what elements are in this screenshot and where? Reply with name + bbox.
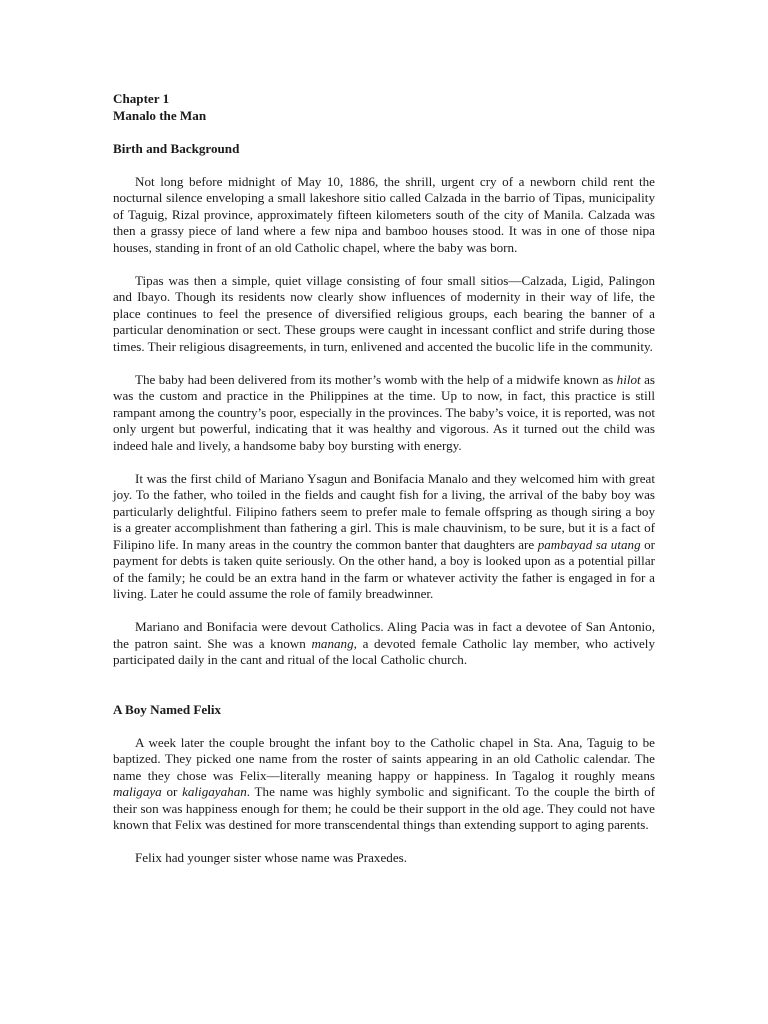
- spacer: [113, 603, 655, 620]
- paragraph: [113, 273, 655, 356]
- text-run: . The name was highly symbolic and significant. To the couple the birth of their son was happiness enough for them; he could be their support in the old age. They could not have known that Felix was destined for more transcendental things than extending support to aging parents.: [113, 784, 655, 832]
- text-run: as was the custom and practice in the Philippines at the time. Up to now, in fact, this practice is still rampant among the country’s poor, especially in the provinces. The baby’s voice, it is reported, was not only urgent but powerful, indicating that it was healthy and vigorous. As it turned out the child was indeed hale and lively, a handsome baby boy bursting with energy.: [113, 371, 655, 453]
- chapter-title: Manalo the Man: [113, 107, 207, 123]
- chapter-number: Chapter 1: [113, 91, 170, 106]
- italic-term: kaligayahan: [182, 784, 247, 799]
- spacer: [113, 124, 655, 141]
- italic-term: hilot: [616, 371, 641, 387]
- text-run: The baby had been delivered from its mother’s womb with the help of a midwife known as: [135, 371, 617, 387]
- paragraph: [113, 372, 655, 455]
- text-run: Not long before midnight of May 10, 1886, the shrill, urgent cry of a newborn child rent the nocturnal silence enveloping a small lakeshore sitio called Calzada in the barrio of Tipas, municipality of Taguig, Rizal province, approximately fifteen kilometers south of the city of Manila. Calzada was then a grassy piece of land where a few nipa and bamboo houses stood. It was in one of those nipa houses, standing in front of an old Catholic chapel, where the baby was born.: [113, 173, 655, 255]
- text-run: Tipas was then a simple, quiet village consisting of four small sitios—Calzada, Ligid, Palingon and Ibayo. Though its residents now clearly show influences of modernity in their way of life, the place continues to feel the presence of diversified religious groups, each bearing the banner of a particular denomination or sect. These groups were caught in incessant conflict and strife during those times. Their religious disagreements, in turn, enlivened and accented the bucolic life in the community.: [113, 272, 655, 354]
- italic-term: maligaya: [113, 784, 162, 799]
- text-run: It was the first child of Mariano Ysagun and Bonifacia Manalo and they welcomed him with great joy. To the father, who toiled in the fields and caught fish for a living, the arrival of the baby boy was particularly delightful. Filipino fathers seem to prefer male to female offspring as though siring a boy is a greater accomplishment than fathering a girl. This is male chauvinism, to be sure, but it is a fact of Filipino life. In many areas in the country the common banter that daughters are: [113, 470, 655, 552]
- spacer: [113, 256, 655, 273]
- spacer: [113, 834, 655, 851]
- text-run: Felix had younger sister whose name was Praxedes.: [135, 850, 407, 865]
- text-run: Mariano and Bonifacia were devout Catholics. Aling Pacia was in fact a devotee of San Antonio, the patron saint. She was a known: [113, 619, 655, 651]
- section-heading-felix: A Boy Named Felix: [113, 701, 222, 717]
- spacer: [113, 669, 655, 702]
- document-page: [113, 91, 655, 867]
- paragraph: [113, 850, 655, 867]
- text-run: or: [161, 784, 183, 799]
- text-run: , a devoted female Catholic lay member, who actively participated daily in the cant and ritual of the local Catholic church.: [113, 635, 655, 667]
- paragraph: [113, 619, 655, 669]
- paragraph: [113, 735, 655, 834]
- spacer: [113, 454, 655, 471]
- section-heading-birth: Birth and Background: [113, 140, 240, 156]
- text-run: or payment for debts is taken quite seriously. On the other hand, a boy is looked upon as a potential pillar of the family; he could be an extra hand in the farm or whatever activity the father is engaged in for a living. Later he could assume the role of family breadwinner.: [113, 536, 655, 601]
- paragraph: [113, 174, 655, 257]
- italic-term: manang: [311, 635, 354, 651]
- spacer: [113, 718, 655, 735]
- italic-term: pambayad sa utang: [537, 536, 641, 552]
- spacer: [113, 157, 655, 174]
- spacer: [113, 355, 655, 372]
- text-run: A week later the couple brought the infant boy to the Catholic chapel in Sta. Ana, Taguig to be baptized. They picked one name from the roster of saints appearing in an old Catholic calendar. The name they chose was Felix—literally meaning happy or happiness. In Tagalog it roughly means: [113, 734, 655, 783]
- paragraph: [113, 471, 655, 603]
